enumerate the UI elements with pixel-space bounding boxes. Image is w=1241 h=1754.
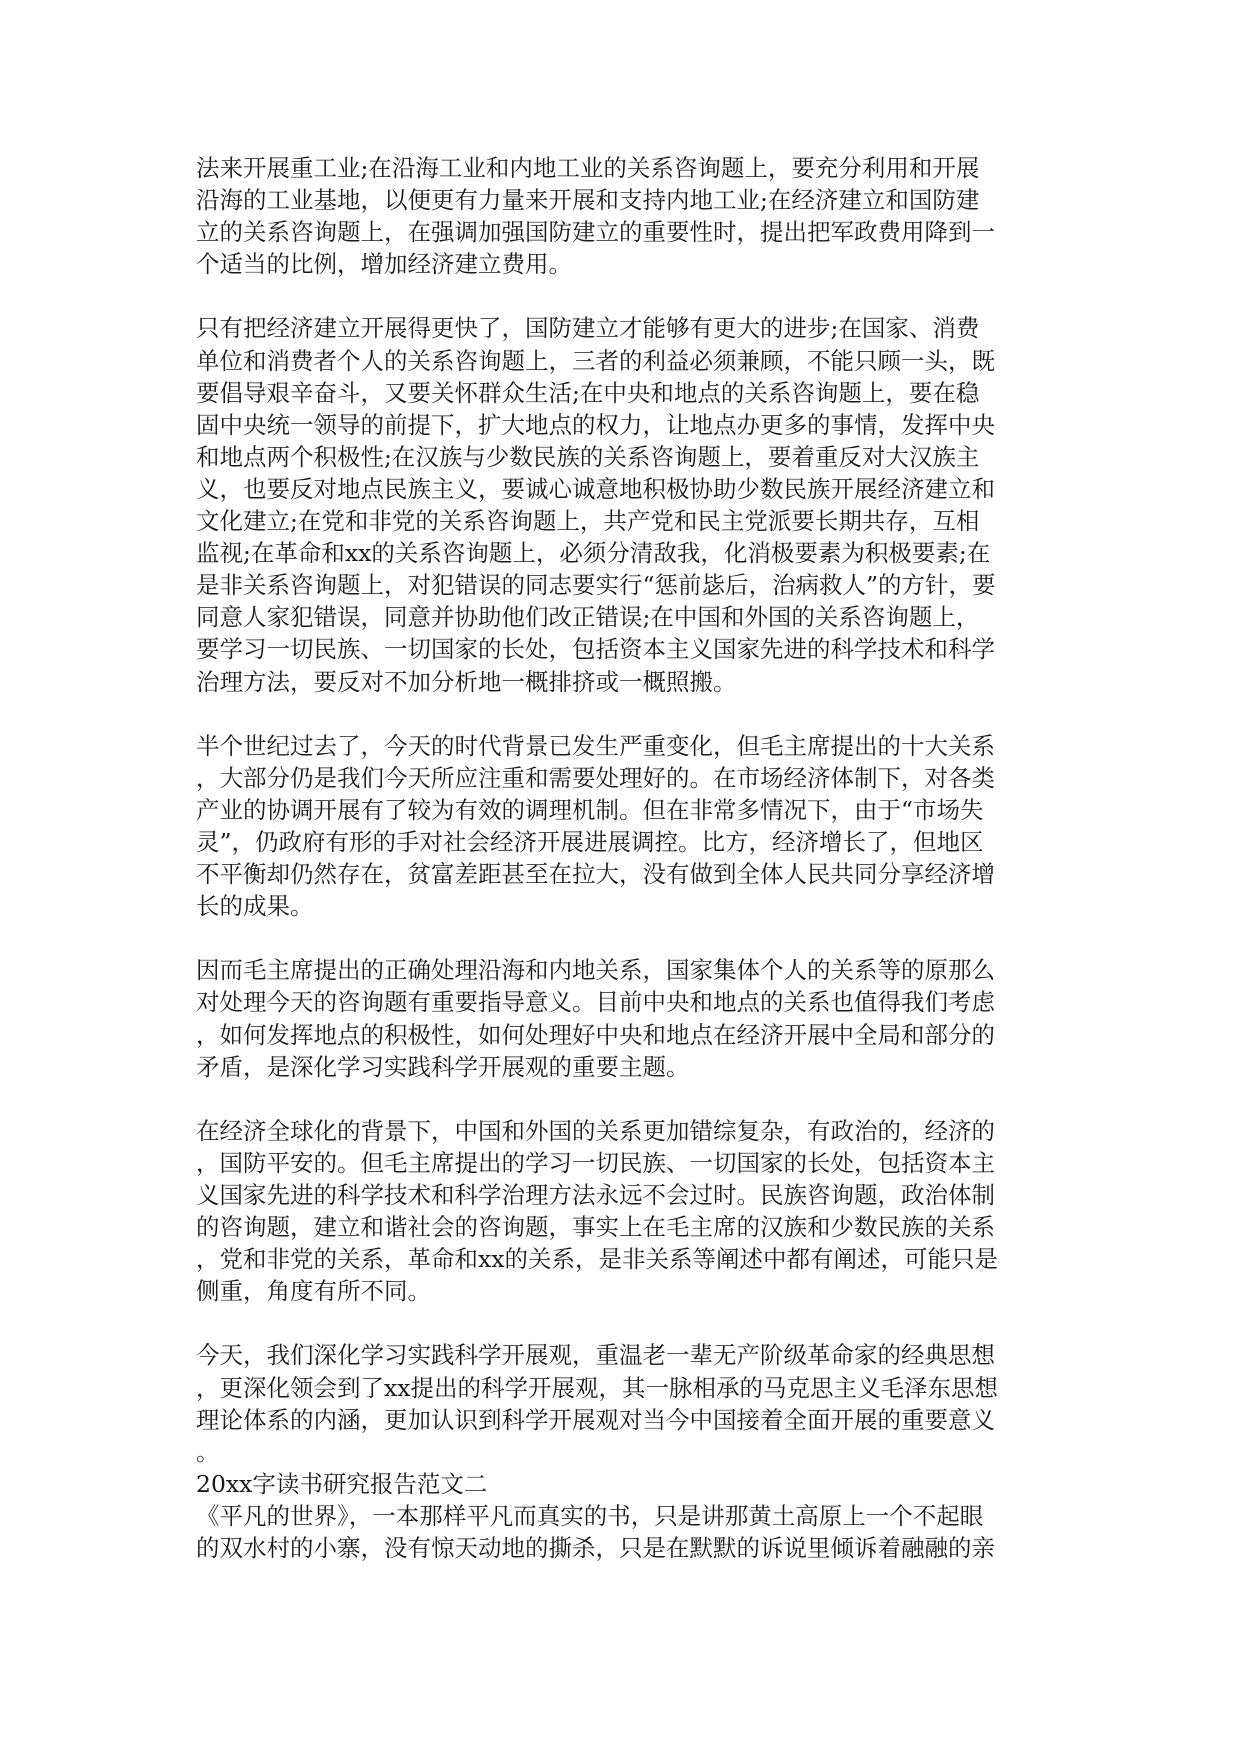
paragraph [196, 1339, 1056, 1467]
paragraph-gap [196, 1083, 1056, 1115]
paragraph [196, 954, 1056, 1082]
document-body [196, 152, 1056, 1564]
paragraph [196, 730, 1056, 923]
text-line: 矛盾，是深化学习实践科学开展观的重要主题。 [196, 1052, 690, 1081]
text-line: 今天，我们深化学习实践科学开展观，重温老一辈无产阶级革命家的经典思想 [196, 1341, 995, 1370]
text-line: 半个世纪过去了，今天的时代背景已发生严重变化，但毛主席提出的十大关系 [196, 731, 995, 760]
text-line: 固中央统一领导的前提下，扩大地点的权力，让地点办更多的事情，发挥中央 [196, 410, 995, 439]
text-line: 单位和消费者个人的关系咨询题上，三者的利益必须兼顾，不能只顾一头，既 [196, 346, 995, 375]
text-line: 《平凡的世界》，一本那样平凡而真实的书，只是讲那黄土高原上一个不起眼 [196, 1501, 984, 1530]
paragraph [196, 1468, 1056, 1500]
paragraph [196, 312, 1056, 697]
text-line: 的咨询题，建立和谐社会的咨询题，事实上在毛主席的汉族和少数民族的关系 [196, 1213, 995, 1242]
text-line: ，大部分仍是我们今天所应注重和需要处理好的。在市场经济体制下，对各类 [196, 763, 995, 792]
paragraph [196, 1500, 1056, 1564]
text-line: 是非关系咨询题上，对犯错误的同志要实行“惩前毖后，治病救人”的方针，要 [196, 571, 996, 600]
text-line: 监视;在革命和xx的关系咨询题上，必须分清敌我，化消极要素为积极要素;在 [196, 539, 991, 568]
paragraph [196, 152, 1056, 280]
text-line: 的双水村的小寨，没有惊天动地的撕杀，只是在默默的诉说里倾诉着融融的亲 [196, 1534, 995, 1563]
text-line: 立的关系咨询题上，在强调加强国防建立的重要性时，提出把军政费用降到一 [196, 218, 995, 247]
text-line: 和地点两个积极性;在汉族与少数民族的关系咨询题上，要着重反对大汉族主 [196, 442, 980, 471]
paragraph-gap [196, 280, 1056, 312]
text-line: 义，也要反对地点民族主义，要诚心诚意地积极协助少数民族开展经济建立和 [196, 474, 995, 503]
text-line: 不平衡却仍然存在，贫富差距甚至在拉大，没有做到全体人民共同分享经济增 [196, 860, 995, 889]
text-line: 同意人家犯错误，同意并协助他们改正错误;在中国和外国的关系咨询题上， [196, 603, 980, 632]
text-line: ，更深化领会到了xx提出的科学开展观，其一脉相承的马克思主义毛泽东思想 [196, 1373, 999, 1402]
text-line: 法来开展重工业;在沿海工业和内地工业的关系咨询题上，要充分利用和开展 [196, 154, 980, 182]
text-line: 要倡导艰辛奋斗，又要关怀群众生活;在中央和地点的关系咨询题上，要在稳 [196, 378, 980, 407]
text-line: 对处理今天的咨询题有重要指导意义。目前中央和地点的关系也值得我们考虑 [196, 988, 995, 1017]
paragraph-gap [196, 922, 1056, 954]
text-line: 文化建立;在党和非党的关系咨询题上，共产党和民主党派要长期共存，互相 [196, 507, 980, 536]
text-line: 治理方法，要反对不加分析地一概排挤或一概照搬。 [196, 667, 737, 696]
paragraph-gap [196, 698, 1056, 730]
text-line: 因而毛主席提出的正确处理沿海和内地关系，国家集体个人的关系等的原那么 [196, 956, 995, 985]
text-line: 要学习一切民族、一切国家的长处，包括资本主义国家先进的科学技术和科学 [196, 635, 995, 664]
text-line: 个适当的比例，增加经济建立费用。 [196, 250, 572, 279]
text-line: 灵”，仍政府有形的手对社会经济开展进展调控。比方，经济增长了，但地区 [196, 827, 984, 856]
text-line: 只有把经济建立开展得更快了，国防建立才能够有更大的进步;在国家、消费 [196, 314, 980, 343]
text-line: ，国防平安的。但毛主席提出的学习一切民族、一切国家的长处，包括资本主 [196, 1148, 995, 1177]
text-line: 。 [196, 1437, 220, 1466]
text-line: 沿海的工业基地，以便更有力量来开展和支持内地工业;在经济建立和国防建 [196, 186, 980, 215]
paragraph-gap [196, 1307, 1056, 1339]
text-line: 侧重，角度有所不同。 [196, 1277, 431, 1306]
paragraph [196, 1115, 1056, 1308]
text-line: 产业的协调开展有了较为有效的调理机制。但在非常多情况下，由于“市场失 [196, 795, 984, 824]
text-line: 在经济全球化的背景下，中国和外国的关系更加错综复杂，有政治的，经济的 [196, 1116, 995, 1145]
text-line: 义国家先进的科学技术和科学治理方法永远不会过时。民族咨询题，政治体制 [196, 1181, 995, 1209]
text-line: 20xx字读书研究报告范文二 [196, 1469, 488, 1498]
text-line: ，党和非党的关系，革命和xx的关系，是非关系等阐述中都有阐述，可能只是 [196, 1245, 999, 1274]
text-line: ，如何发挥地点的积极性，如何处理好中央和地点在经济开展中全局和部分的 [196, 1020, 995, 1049]
text-line: 理论体系的内涵，更加认识到科学开展观对当今中国接着全面开展的重要意义 [196, 1405, 995, 1434]
text-line: 长的成果。 [196, 892, 314, 921]
